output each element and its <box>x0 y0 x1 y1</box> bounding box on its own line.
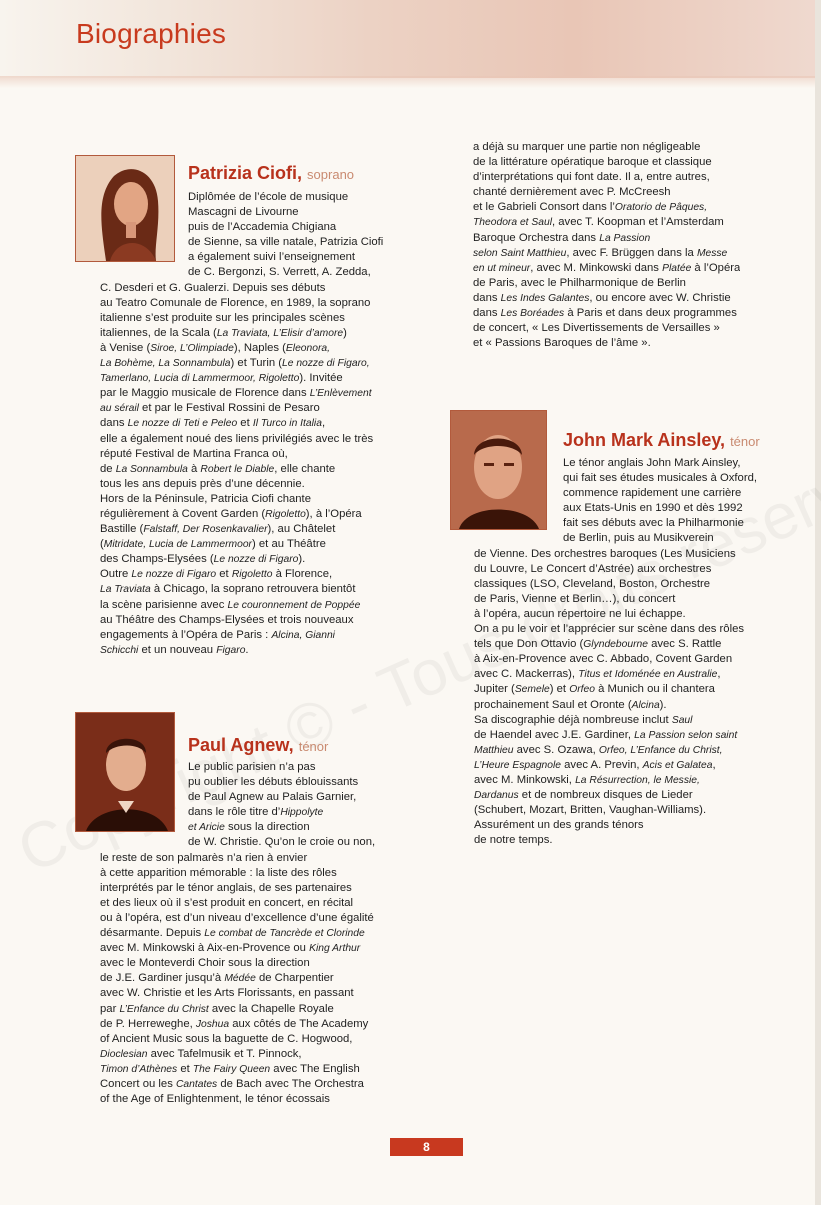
text-line <box>100 537 373 552</box>
text-line <box>188 805 375 820</box>
italic-title: La Passion <box>599 232 651 244</box>
italic-title: Hippolyte <box>280 807 324 819</box>
text-line <box>563 471 757 486</box>
text-line <box>474 682 744 697</box>
page-edge <box>815 0 821 1205</box>
text-line <box>473 321 740 336</box>
text-run: réputé Festival de Martina Franca où, <box>100 447 288 460</box>
italic-title: Messe <box>696 247 728 259</box>
text-run: du Louvre, Le Concert d’Astrée) aux orchestres <box>474 562 712 575</box>
text-run: avec S. Rattle <box>647 638 722 651</box>
text-run: de la littérature opératique baroque et classique <box>473 156 712 169</box>
text-run: , <box>321 417 326 430</box>
italic-title: La Sonnambula <box>115 463 188 475</box>
voice-type-label: soprano <box>307 167 355 182</box>
text-line <box>473 155 740 170</box>
text-run: de Charpentier <box>255 972 334 985</box>
text-line <box>100 1077 374 1092</box>
text-line <box>473 246 740 261</box>
text-run: de Haendel avec J.E. Gardiner, <box>474 728 635 741</box>
text-run: Bastille ( <box>100 523 144 536</box>
text-run: interprétés par le ténor anglais, de ses partenaires <box>100 881 352 894</box>
text-line <box>473 231 740 246</box>
text-line <box>473 261 740 276</box>
text-run: au Théâtre des Champs-Elysées et trois nouveaux <box>100 613 354 626</box>
text-line <box>100 643 373 658</box>
text-run: à Aix-en-Provence avec C. Abbado, Covent Garden <box>474 653 733 666</box>
text-line <box>474 592 744 607</box>
text-run: de notre temps. <box>474 834 553 847</box>
text-line <box>474 773 744 788</box>
text-run: Le ténor anglais John Mark Ainsley, <box>563 457 741 469</box>
italic-title: Semele <box>514 684 550 696</box>
italic-title: Médée <box>224 973 256 985</box>
text-run: la scène parisienne avec <box>100 598 228 611</box>
text-run: avec S. Ozawa, <box>513 743 599 756</box>
text-run: dans <box>473 291 501 304</box>
italic-title: Alcina, Gianni <box>271 629 335 641</box>
text-run: , <box>717 668 721 681</box>
text-line <box>100 477 373 492</box>
italic-title: Tamerlano, Lucia di Lammermoor, Rigoletto <box>100 373 300 385</box>
italic-title: au sérail <box>100 403 139 415</box>
text-run: avec le Monteverdi Choir sous la direction <box>100 957 310 970</box>
text-run: sous la direction <box>224 821 310 834</box>
text-line <box>474 788 744 803</box>
italic-title: Matthieu <box>474 744 514 756</box>
italic-title: Cantates <box>175 1079 218 1090</box>
text-run: avec The English <box>270 1062 360 1075</box>
text-run: et <box>216 568 232 581</box>
text-line <box>563 456 757 471</box>
text-run: italienne s’est produite sur les principales scènes <box>100 311 345 324</box>
text-run: prochainement Saul et Oronte ( <box>474 698 632 711</box>
italic-title: Platée <box>662 262 692 274</box>
text-run: fait ses débuts avec la Philharmonie <box>563 517 744 530</box>
text-run: , avec F. Brüggen dans la <box>566 246 697 259</box>
italic-title: Il Turco in Italia <box>252 418 322 430</box>
text-run: ) <box>343 326 347 339</box>
italic-title: Le nozze di Figaro <box>213 554 299 566</box>
text-line <box>100 971 374 986</box>
text-line <box>473 215 740 230</box>
text-run: des Champs-Elysées ( <box>100 553 214 566</box>
text-run: ). Invitée <box>299 372 343 385</box>
text-line <box>474 818 744 833</box>
text-run: , avec T. Koopman et l’Amsterdam <box>552 216 724 229</box>
text-line <box>474 833 744 848</box>
text-run: de <box>100 462 116 475</box>
text-line <box>100 356 373 371</box>
page-number: 8 <box>390 1138 463 1156</box>
text-run: avec Tafelmusik et T. Pinnock, <box>147 1047 302 1060</box>
italic-title: Orfeo <box>569 684 595 696</box>
text-line <box>100 416 373 431</box>
text-run: à Chicago, la soprano retrouvera bientôt <box>150 583 356 596</box>
italic-title: Acis et Galatea <box>642 759 713 771</box>
text-line <box>100 582 373 597</box>
text-run: régulièrement à Covent Garden ( <box>100 508 266 520</box>
text-line <box>100 432 373 447</box>
text-line <box>100 401 373 416</box>
text-run: , elle chante <box>274 462 336 475</box>
text-run: Jupiter ( <box>474 683 515 696</box>
text-run: elle a également noué des liens privilégiés avec le très <box>100 432 374 445</box>
text-run: à Paris et dans deux programmes <box>564 307 737 320</box>
italic-title: et Aricie <box>188 822 225 834</box>
text-run: italiennes, de la Scala ( <box>100 326 217 339</box>
italic-title: Rigoletto <box>265 509 306 520</box>
text-run: puis de l’Accademia Chigiana <box>188 221 337 234</box>
text-run: ou à l’opéra, est d’un niveau d’excellence d’une égalité <box>100 911 374 924</box>
text-line <box>188 250 383 265</box>
italic-title: Siroe, L’Olimpiade <box>150 342 234 354</box>
text-line <box>100 326 373 341</box>
text-line <box>100 628 373 643</box>
text-line <box>100 896 374 911</box>
text-line <box>100 1062 374 1077</box>
italic-title: Rigoletto <box>231 569 273 581</box>
bio-text-ainsley-top <box>563 456 757 547</box>
italic-title: Timon d’Athènes <box>100 1063 178 1075</box>
text-run: . <box>245 643 249 656</box>
text-line <box>474 562 744 577</box>
portrait-paul-agnew <box>75 712 175 832</box>
italic-title: Alcina <box>631 699 660 711</box>
text-run: commence rapidement une carrière <box>563 487 742 500</box>
text-line <box>474 652 744 667</box>
text-run: au Teatro Comunale de Florence, en 1989, la soprano <box>100 296 371 309</box>
voice-type-label: ténor <box>730 434 760 449</box>
text-run: , <box>712 758 716 771</box>
text-run: de Vienne. Des orchestres baroques (Les Musiciens <box>474 547 736 560</box>
text-line <box>474 728 744 743</box>
text-run: Baroque Orchestra dans <box>473 231 600 244</box>
italic-title: Les Boréades <box>500 308 565 320</box>
text-run: avec W. Christie et les Arts Florissants, en passant <box>100 987 354 1000</box>
italic-title: selon Saint Matthieu <box>473 247 567 259</box>
text-run: de W. Christie. Qu’on le croie ou non, <box>188 836 376 849</box>
italic-title: Robert le Diable <box>200 463 275 475</box>
text-run: avec C. Mackerras), <box>474 668 579 681</box>
text-run: par <box>100 1002 120 1015</box>
text-line <box>100 1032 374 1047</box>
text-line <box>473 276 740 291</box>
text-line <box>473 291 740 306</box>
text-run: de Sienne, sa ville natale, Patrizia Ciofi <box>188 236 384 249</box>
italic-title: Orfeo, L’Enfance du Christ, <box>598 744 723 756</box>
text-line <box>474 607 744 622</box>
text-line <box>100 1047 374 1062</box>
text-line <box>473 185 740 200</box>
italic-title: La Passion selon saint <box>634 729 738 741</box>
text-run: On a pu le voir et l’apprécier sur scène dans des rôles <box>474 623 745 636</box>
text-line <box>474 577 744 592</box>
italic-title: La Traviata, L’Elisir d’amore <box>216 327 344 339</box>
italic-title: Le nozze di Teti e Peleo <box>127 418 238 430</box>
italic-title: L’Enfance du Christ <box>119 1003 209 1015</box>
italic-title: Dardanus <box>474 790 519 802</box>
text-run: avec la Chapelle Royale <box>208 1002 334 1015</box>
text-line <box>188 790 375 805</box>
text-run: de Paris, Vienne et Berlin…), du concert <box>474 592 676 605</box>
text-run: dans le rôle titre d’ <box>188 806 281 819</box>
text-run: of Ancient Music sous la baguette de C. Hogwood, <box>100 1032 353 1045</box>
text-run: Outre <box>100 568 132 581</box>
text-line <box>188 235 383 250</box>
text-run: ), Naples ( <box>233 341 286 354</box>
italic-title: Glyndebourne <box>583 639 648 651</box>
text-line <box>563 486 757 501</box>
text-run: classiques (LSO, Cleveland, Boston, Orchestre <box>474 577 711 590</box>
text-line <box>100 598 373 613</box>
text-run: de concert, « Les Divertissements de Versailles » <box>473 322 720 335</box>
text-line <box>563 501 757 516</box>
text-run: , avec M. Minkowski dans <box>530 261 663 274</box>
text-run: dans <box>100 417 128 430</box>
bio-text-agnew-main <box>100 851 374 1108</box>
text-line <box>100 386 373 401</box>
text-line <box>100 507 373 522</box>
italic-title: King Arthur <box>309 943 361 955</box>
text-run: de Paris, avec le Philharmonique de Berlin <box>473 276 686 289</box>
text-run: pu oublier les débuts éblouissants <box>188 776 359 789</box>
text-run: et le Gabrieli Consort dans l’ <box>473 201 615 214</box>
text-run: à Florence, <box>272 568 333 581</box>
text-line <box>474 713 744 728</box>
text-run: (Schubert, Mozart, Britten, Vaughan-Williams). <box>474 804 707 817</box>
text-line <box>100 296 373 311</box>
text-run: avec M. Minkowski à Aix-en-Provence ou <box>100 942 310 955</box>
bio-name-paul-agnew: Paul Agnew, ténor <box>188 735 329 755</box>
text-line <box>100 1092 374 1107</box>
italic-title: Eleonora, <box>285 342 331 354</box>
portrait-patrizia-ciofi <box>75 155 175 262</box>
italic-title: Schicchi <box>100 644 139 656</box>
text-run: de Paul Agnew au Palais Garnier, <box>188 791 357 804</box>
text-run: chanté dernièrement avec P. McCreesh <box>473 186 671 199</box>
italic-title: The Fairy Queen <box>192 1063 271 1075</box>
bio-text-ciofi-main <box>100 281 373 658</box>
text-line <box>100 1017 374 1032</box>
text-run: Sa discographie déjà nombreuse inclut <box>474 713 672 726</box>
text-run: de Bach avec The Orchestra <box>217 1078 364 1090</box>
text-run: et <box>177 1062 193 1075</box>
italic-title: Titus et Idoménée en Australie <box>578 669 718 681</box>
text-line <box>100 986 374 1001</box>
text-line <box>100 1002 374 1017</box>
text-line <box>188 760 375 775</box>
italic-title: L’Enlèvement <box>309 388 372 400</box>
text-run: ), au Châtelet <box>267 523 336 536</box>
text-line <box>188 265 383 280</box>
text-run: ( <box>100 538 104 551</box>
text-run: tels que Don Ottavio ( <box>474 638 584 651</box>
text-line <box>100 881 374 896</box>
text-run: à l’Opéra <box>691 261 741 274</box>
text-run: , ou encore avec W. Christie <box>589 291 731 304</box>
text-line <box>100 613 373 628</box>
text-run: aux Etats-Unis en 1990 et dès 1992 <box>563 502 743 515</box>
italic-title: en ut mineur <box>473 262 531 274</box>
text-run: ), à l’Opéra <box>305 508 362 520</box>
text-run: à l’opéra, aucun répertoire ne lui échappe. <box>474 607 686 620</box>
text-run: a également suivi l’enseignement <box>188 251 356 264</box>
text-run: ) et Turin ( <box>230 357 283 370</box>
italic-title: Le combat de Tancrède et Clorinde <box>204 928 365 940</box>
bio-name-patrizia-ciofi: Patrizia Ciofi, soprano <box>188 163 355 183</box>
italic-title: La Traviata <box>100 584 151 596</box>
bio-name-john-mark-ainsley: John Mark Ainsley, ténor <box>563 430 760 450</box>
text-run: de C. Bergonzi, S. Verrett, A. Zedda, <box>188 266 371 279</box>
text-line <box>100 956 374 971</box>
text-run: et par le Festival Rossini de Pesaro <box>138 402 320 415</box>
text-line <box>474 803 744 818</box>
text-line <box>473 306 740 321</box>
text-run: de J.E. Gardiner jusqu’à <box>100 972 225 985</box>
text-line <box>100 567 373 582</box>
italic-title: Theodora et Saul <box>473 217 552 229</box>
text-line <box>188 775 375 790</box>
text-run: de Berlin, puis au Musikverein <box>563 532 714 545</box>
text-line <box>188 205 383 220</box>
text-run: de P. Herreweghe, <box>100 1017 196 1030</box>
text-run: Assurément un des grands ténors <box>474 819 644 832</box>
text-run: et des lieux où il s’est produit en concert, en récital <box>100 896 354 909</box>
italic-title: La Résurrection, le Messie, <box>575 775 700 786</box>
text-run: ). <box>298 553 306 566</box>
text-run: tous les ans depuis près d’une décennie. <box>100 477 305 490</box>
text-line <box>100 341 373 356</box>
text-run: Diplômée de l’école de musique <box>188 191 349 203</box>
italic-title: Les Indes Galantes <box>500 292 590 304</box>
text-line <box>100 371 373 386</box>
text-line <box>100 281 373 296</box>
text-run: Concert ou les <box>100 1078 176 1090</box>
text-line <box>100 552 373 567</box>
text-line <box>188 820 375 835</box>
italic-title: Saul <box>671 714 693 726</box>
text-run: of the Age of Enlightenment, le ténor écossais <box>100 1093 330 1106</box>
italic-title: Oratorio de Pâques, <box>614 202 708 214</box>
text-line <box>100 866 374 881</box>
text-line <box>474 637 744 652</box>
text-line <box>100 911 374 926</box>
text-run: ) et au Théâtre <box>252 538 326 551</box>
text-run: désarmante. Depuis <box>100 927 205 940</box>
portrait-john-mark-ainsley <box>450 410 547 530</box>
page-title: Biographies <box>76 18 227 49</box>
text-line <box>474 622 744 637</box>
text-run: aux côtés de The Academy <box>229 1017 369 1030</box>
italic-title: Le couronnement de Poppée <box>227 599 361 611</box>
text-run: engagements à l’Opéra de Paris : <box>100 628 272 641</box>
text-run: C. Desderi et G. Gualerzi. Depuis ses débuts <box>100 281 326 294</box>
text-line <box>188 190 383 205</box>
text-run: qui fait ses études musicales à Oxford, <box>563 472 758 485</box>
text-line <box>100 492 373 507</box>
text-run: a déjà su marquer une partie non négligeable <box>473 141 701 153</box>
italic-title: L’Heure Espagnole <box>474 759 562 771</box>
italic-title: Joshua <box>195 1018 230 1030</box>
text-line <box>473 200 740 215</box>
bio-text-ainsley-main <box>474 547 744 849</box>
text-run: ). <box>659 698 667 711</box>
italic-title: Le nozze di Figaro <box>131 569 217 581</box>
voice-type-label: ténor <box>298 739 329 754</box>
text-line <box>563 516 757 531</box>
text-line <box>100 851 374 866</box>
text-line <box>473 336 740 351</box>
text-line <box>474 667 744 682</box>
text-line <box>474 758 744 773</box>
text-line <box>100 941 374 956</box>
text-run: à cette apparition mémorable : la liste des rôles <box>100 866 337 879</box>
italic-title: La Bohème, La Sonnambula <box>100 358 231 370</box>
text-line <box>474 743 744 758</box>
italic-title: Le nozze di Figaro, <box>282 358 370 370</box>
text-line <box>188 220 383 235</box>
text-run: et « Passions Baroques de l’âme ». <box>473 337 651 350</box>
text-run: d’interprétations qui font date. Il a, entre autres, <box>473 171 710 184</box>
text-run: à <box>187 462 201 475</box>
text-run: le reste de son palmarès n’a rien à envier <box>100 851 308 864</box>
bio-text-ciofi-top <box>188 190 383 281</box>
text-line <box>100 462 373 477</box>
bio-text-agnew-top <box>188 760 375 851</box>
text-run: et un nouveau <box>138 643 217 656</box>
italic-title: Dioclesian <box>100 1048 148 1060</box>
text-run: avec M. Minkowski, <box>474 774 576 786</box>
text-line <box>100 522 373 537</box>
text-line <box>474 698 744 713</box>
text-run: et <box>237 417 253 430</box>
italic-title: Mitridate, Lucia de Lammermoor <box>103 539 252 551</box>
italic-title: Falstaff, Der Rosenkavalier <box>143 524 268 536</box>
text-line <box>188 835 375 850</box>
text-line <box>100 926 374 941</box>
text-run: Mascagni de Livourne <box>188 206 299 219</box>
text-line <box>473 170 740 185</box>
text-line <box>473 140 740 155</box>
italic-title: Figaro <box>216 644 246 656</box>
text-line <box>563 531 757 546</box>
text-run: dans <box>473 307 501 320</box>
bio-text-agnew-continued <box>473 140 740 351</box>
text-run: et de nombreux disques de Lieder <box>518 789 693 802</box>
text-line <box>474 547 744 562</box>
text-run: par le Maggio musicale de Florence dans <box>100 387 310 400</box>
text-run: Le public parisien n’a pas <box>188 761 316 773</box>
text-line <box>100 311 373 326</box>
text-run: à Venise ( <box>100 341 151 354</box>
text-run: avec A. Previn, <box>561 758 643 771</box>
text-run: Hors de la Péninsule, Patricia Ciofi chante <box>100 492 311 505</box>
text-line <box>100 447 373 462</box>
text-run: ) et <box>549 683 570 696</box>
text-run: à Munich ou il chantera <box>594 683 715 696</box>
